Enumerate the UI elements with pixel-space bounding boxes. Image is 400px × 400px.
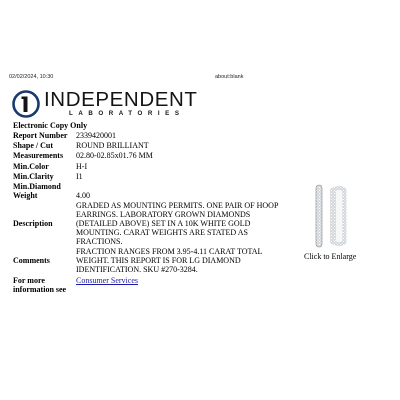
row-label: Measurements	[13, 151, 64, 161]
row-label: Description	[13, 219, 53, 229]
row-value: H-I	[76, 161, 88, 171]
row-label: Comments	[13, 256, 50, 266]
row-value: ROUND BRILLIANT	[76, 141, 149, 151]
lab-logo-icon	[12, 90, 40, 118]
report-row	[13, 182, 286, 201]
electronic-copy-note: Electronic Copy Only	[13, 121, 88, 130]
company-logo	[12, 90, 202, 120]
report-row	[13, 247, 286, 275]
print-header	[0, 72, 400, 82]
report-row	[13, 131, 286, 141]
report-row	[13, 141, 286, 151]
report-details-table	[13, 131, 286, 295]
logo-subtitle: LABORATORIES	[69, 110, 185, 117]
report-row	[13, 201, 286, 247]
row-value: 4.00	[76, 190, 90, 200]
report-row	[13, 162, 286, 172]
report-row	[13, 172, 286, 182]
print-url: about:blank	[215, 74, 244, 80]
row-label: Min.Diamond Weight	[13, 181, 61, 200]
report-row	[13, 151, 286, 161]
hoop-earrings-icon[interactable]	[312, 183, 352, 249]
row-label: For more information see	[13, 275, 67, 294]
row-label: Min.Color	[13, 161, 49, 171]
row-value: I1	[76, 171, 83, 181]
row-value: FRACTION RANGES FROM 3.95-4.11 CARAT TOTAL WEIGHT. THIS REPORT IS FOR LG DIAMOND IDENTIFICATION. SKU #270-3284.	[76, 247, 263, 275]
row-label: Shape / Cut	[13, 141, 54, 151]
row-label: Report Number	[13, 131, 68, 140]
row-label: Min.Clarity	[13, 171, 54, 181]
row-value: 02.80-02.85x01.76 MM	[76, 151, 153, 161]
click-to-enlarge-link[interactable]: Click to Enlarge	[304, 252, 357, 261]
report-row	[13, 276, 286, 295]
row-value	[76, 276, 286, 295]
print-datetime: 02/02/2024, 10:30	[9, 74, 54, 80]
row-value: GRADED AS MOUNTING PERMITS. ONE PAIR OF HOOP EARRINGS. LABORATORY GROWN DIAMONDS (DETAILED ABOVE) SET IN A 10K WHITE GOLD MOUNTING. CARAT WEIGHTS ARE STATED AS FRACTIONS.	[76, 201, 279, 247]
consumer-services-link[interactable]: Consumer Services	[76, 275, 138, 285]
logo-name: INDEPENDENT	[44, 88, 198, 111]
row-value: 2339420001	[76, 131, 116, 140]
